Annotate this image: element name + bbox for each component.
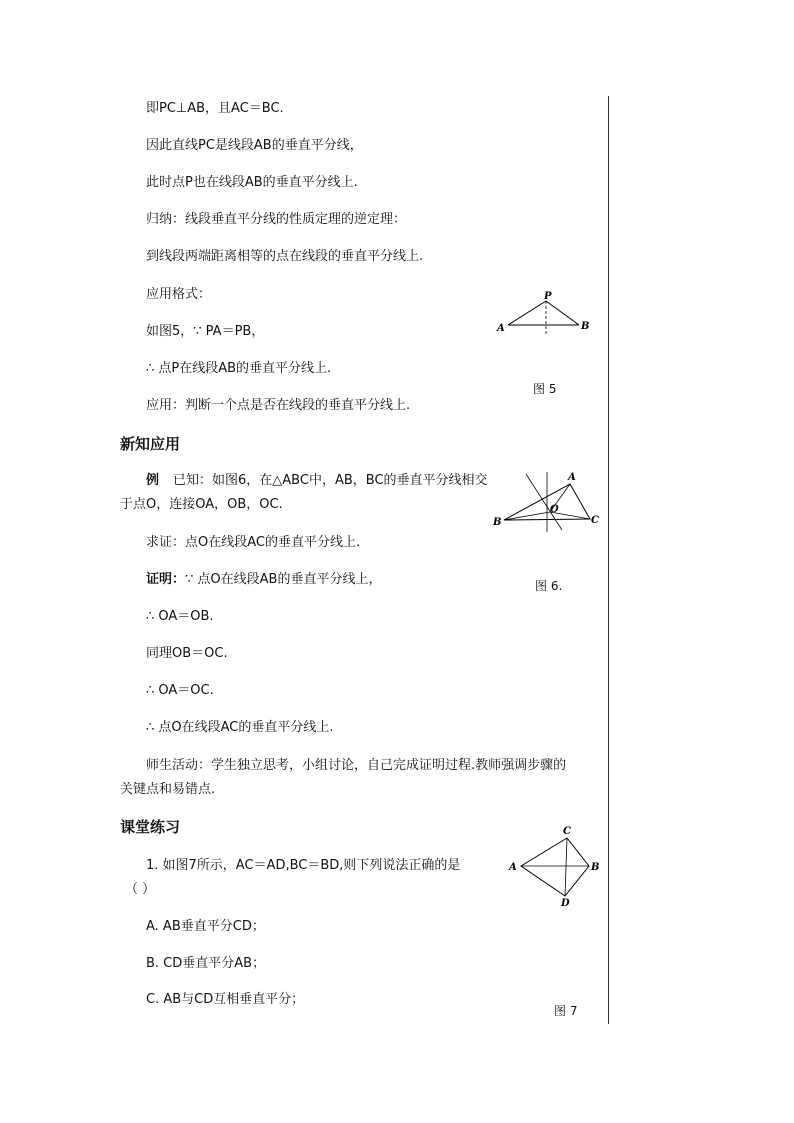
example-line bbox=[146, 472, 488, 490]
margin-line bbox=[608, 96, 609, 1024]
label-a: A bbox=[509, 862, 517, 873]
figure-7 bbox=[505, 822, 605, 908]
quadrilateral-acbd bbox=[521, 838, 589, 896]
example-line: 于点O，连接OA，OB，OC. bbox=[120, 497, 283, 512]
example-text: 已知：如图6，在△ABC中，AB，BC的垂直平分线相交 bbox=[173, 473, 488, 488]
label-o: O bbox=[550, 504, 559, 515]
label-d: D bbox=[561, 898, 570, 908]
proof-line: ∴ OA＝OB. bbox=[146, 609, 214, 624]
text-line: 到线段两端距离相等的点在线段的垂直平分线上. bbox=[146, 249, 424, 264]
figure-6 bbox=[490, 462, 600, 534]
label-b: B bbox=[493, 517, 502, 528]
example-label: 例 bbox=[146, 473, 160, 488]
proof-line: 同理OB＝OC. bbox=[146, 646, 228, 661]
proof-text: ∵ 点O在线段AB的垂直平分线上， bbox=[185, 572, 382, 587]
question-line: 1. 如图7所示，AC＝AD,BC＝BD,则下列说法正确的是 bbox=[146, 858, 461, 873]
text-line: ∴ 点P在线段AB的垂直平分线上. bbox=[146, 361, 332, 376]
activity-line: 关键点和易错点. bbox=[120, 782, 216, 797]
option-a: A. AB垂直平分CD； bbox=[146, 919, 265, 934]
option-b: B. CD垂直平分AB； bbox=[146, 956, 266, 971]
section-heading: 新知应用 bbox=[120, 435, 181, 453]
perpendicular-bisector-ab bbox=[526, 474, 562, 530]
segment-pb bbox=[546, 301, 579, 325]
proof-line bbox=[146, 571, 381, 589]
segment-pa bbox=[508, 301, 546, 325]
proof-line: ∴ OA＝OC. bbox=[146, 683, 214, 698]
text-line: 应用：判断一个点是否在线段的垂直平分线上. bbox=[146, 398, 411, 413]
section-heading: 课堂练习 bbox=[120, 818, 181, 836]
figure-7-caption: 图 7 bbox=[554, 1004, 578, 1018]
prove-line: 求证：点O在线段AC的垂直平分线上. bbox=[146, 535, 361, 550]
text-line: 应用格式： bbox=[146, 287, 212, 302]
label-b: B bbox=[591, 862, 600, 873]
figure-5 bbox=[490, 288, 595, 343]
label-a: A bbox=[497, 323, 505, 334]
label-c: C bbox=[591, 515, 599, 526]
proof-line: ∴ 点O在线段AC的垂直平分线上. bbox=[146, 720, 334, 735]
figure-6-caption: 图 6. bbox=[535, 579, 563, 593]
question-line: （ ） bbox=[125, 882, 156, 897]
text-line: 即PC⊥AB，且AC＝BC. bbox=[146, 101, 284, 116]
label-p: P bbox=[544, 291, 552, 302]
segment-cd bbox=[565, 838, 567, 896]
option-c: C. AB与CD互相垂直平分； bbox=[146, 992, 305, 1007]
text-line: 因此直线PC是线段AB的垂直平分线， bbox=[146, 138, 363, 153]
text-line: 此时点P也在线段AB的垂直平分线上. bbox=[146, 175, 358, 190]
text-line: 如图5，∵ PA＝PB， bbox=[146, 324, 265, 339]
figure-5-caption: 图 5 bbox=[533, 382, 557, 396]
label-a: A bbox=[568, 472, 576, 483]
label-b: B bbox=[581, 321, 590, 332]
label-c: C bbox=[563, 826, 571, 837]
proof-label: 证明： bbox=[146, 572, 186, 587]
text-line: 归纳：线段垂直平分线的性质定理的逆定理： bbox=[146, 212, 407, 227]
activity-line: 师生活动：学生独立思考，小组讨论，自己完成证明过程.教师强调步骤的 bbox=[146, 758, 567, 773]
